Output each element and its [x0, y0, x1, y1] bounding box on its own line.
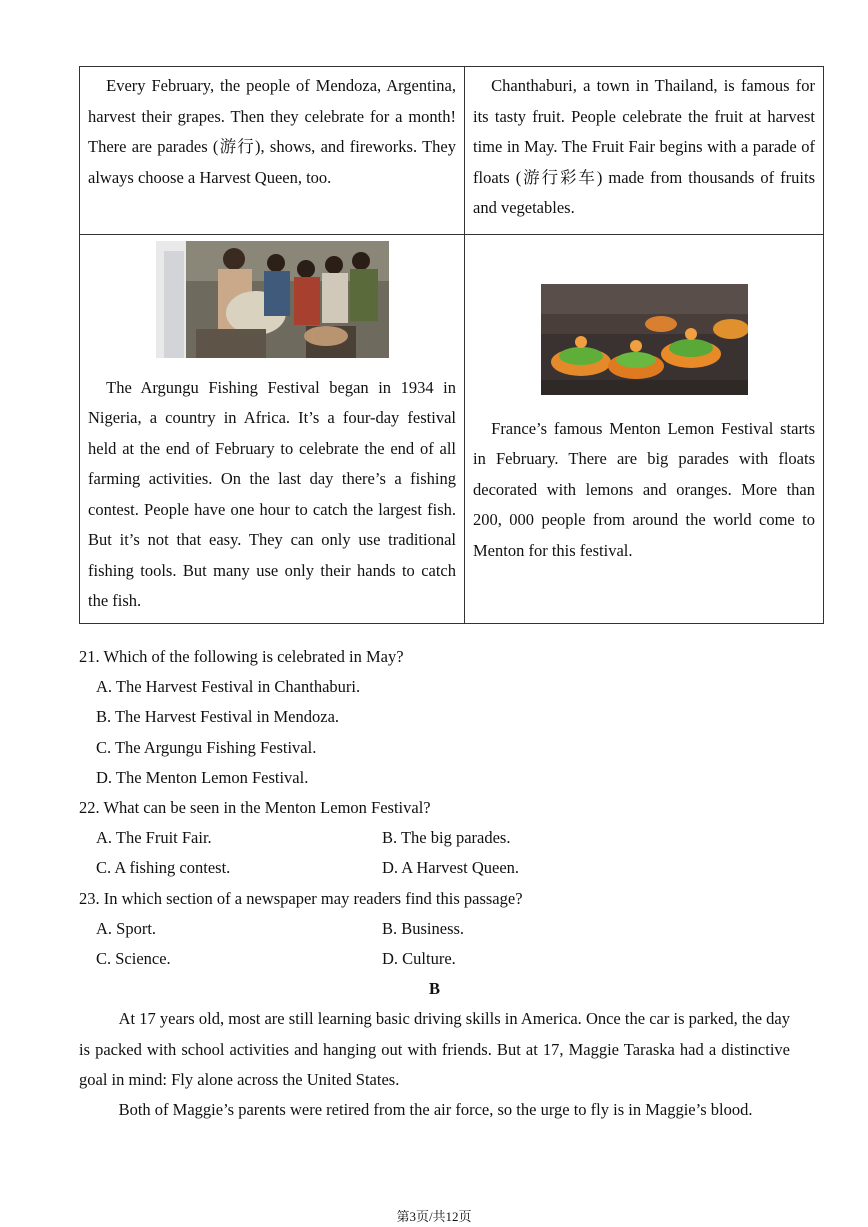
menton-cell: [465, 235, 824, 624]
option: C. The Argungu Fishing Festival.: [96, 737, 317, 757]
question-21: 21. Which of the following is celebrated in May?: [79, 647, 404, 666]
page-number: 第3页/共12页: [396, 1209, 472, 1224]
argungu-cell: [80, 235, 465, 624]
option: D. Culture.: [382, 949, 456, 969]
chanthaburi-cell: [465, 67, 824, 235]
argungu-text: The Argungu Fishing Festival began in 1934 in Nigeria, a country in Africa. It’s a four-day festival held at the end of February to celebrate the end of all farming activities. On the last day there’s a fishing contest. People have one hour to catch the largest fish. But it’s not that easy. They can only use traditional fishing tools. But many use only their hands to catch the fish.: [88, 377, 456, 610]
option: C. Science.: [96, 949, 171, 969]
questions-section: [79, 642, 790, 1125]
menton-text: France’s famous Menton Lemon Festival starts in February. There are big parades with floats decorated with lemons and oranges. More than 200, 000 people from around the world come to Menton for this festival.: [473, 418, 815, 560]
option: A. Sport.: [96, 918, 157, 938]
option: B. Business.: [382, 918, 465, 938]
chanthaburi-text: Chanthaburi, a town in Thailand, is famous for its tasty fruit. People celebrate the fruit at harvest time in May. The Fruit Fair begins with a parade of floats (游行彩车) made from thousands of fruits and vegetables.: [473, 76, 815, 217]
question-22: 22. What can be seen in the Menton Lemon Festival?: [79, 798, 431, 818]
fishing-festival-photo: [156, 241, 389, 358]
option: A. The Harvest Festival in Chanthaburi.: [96, 677, 361, 697]
option: B. The Harvest Festival in Mendoza.: [96, 707, 340, 727]
passage-paragraph: Both of Maggie’s parents were retired from the air force, so the urge to fly is in Maggie’s blood.: [118, 1100, 753, 1120]
lemon-festival-photo: [541, 284, 748, 395]
mendoza-text: Every February, the people of Mendoza, Argentina, harvest their grapes. Then they celebrate for a month! There are parades (游行), shows, and fireworks. They always choose a Harvest Queen, too.: [88, 76, 456, 187]
option: D. A Harvest Queen.: [382, 858, 520, 878]
festival-table: [79, 66, 824, 624]
option: C. A fishing contest.: [96, 858, 231, 878]
option: D. The Menton Lemon Festival.: [96, 767, 309, 787]
question-23: 23. In which section of a newspaper may readers find this passage?: [79, 888, 523, 908]
option: B. The big parades.: [382, 828, 511, 848]
passage-paragraph: At 17 years old, most are still learning basic driving skills in America. Once the car is parked, the day is packed with school activities and hanging out with friends. But at 17, Maggie Taraska had a distinctive goal in mind: Fly alone across the United States.: [79, 1009, 790, 1089]
option: A. The Fruit Fair.: [96, 828, 212, 848]
section-heading: B: [428, 979, 440, 999]
mendoza-cell: [80, 67, 465, 235]
